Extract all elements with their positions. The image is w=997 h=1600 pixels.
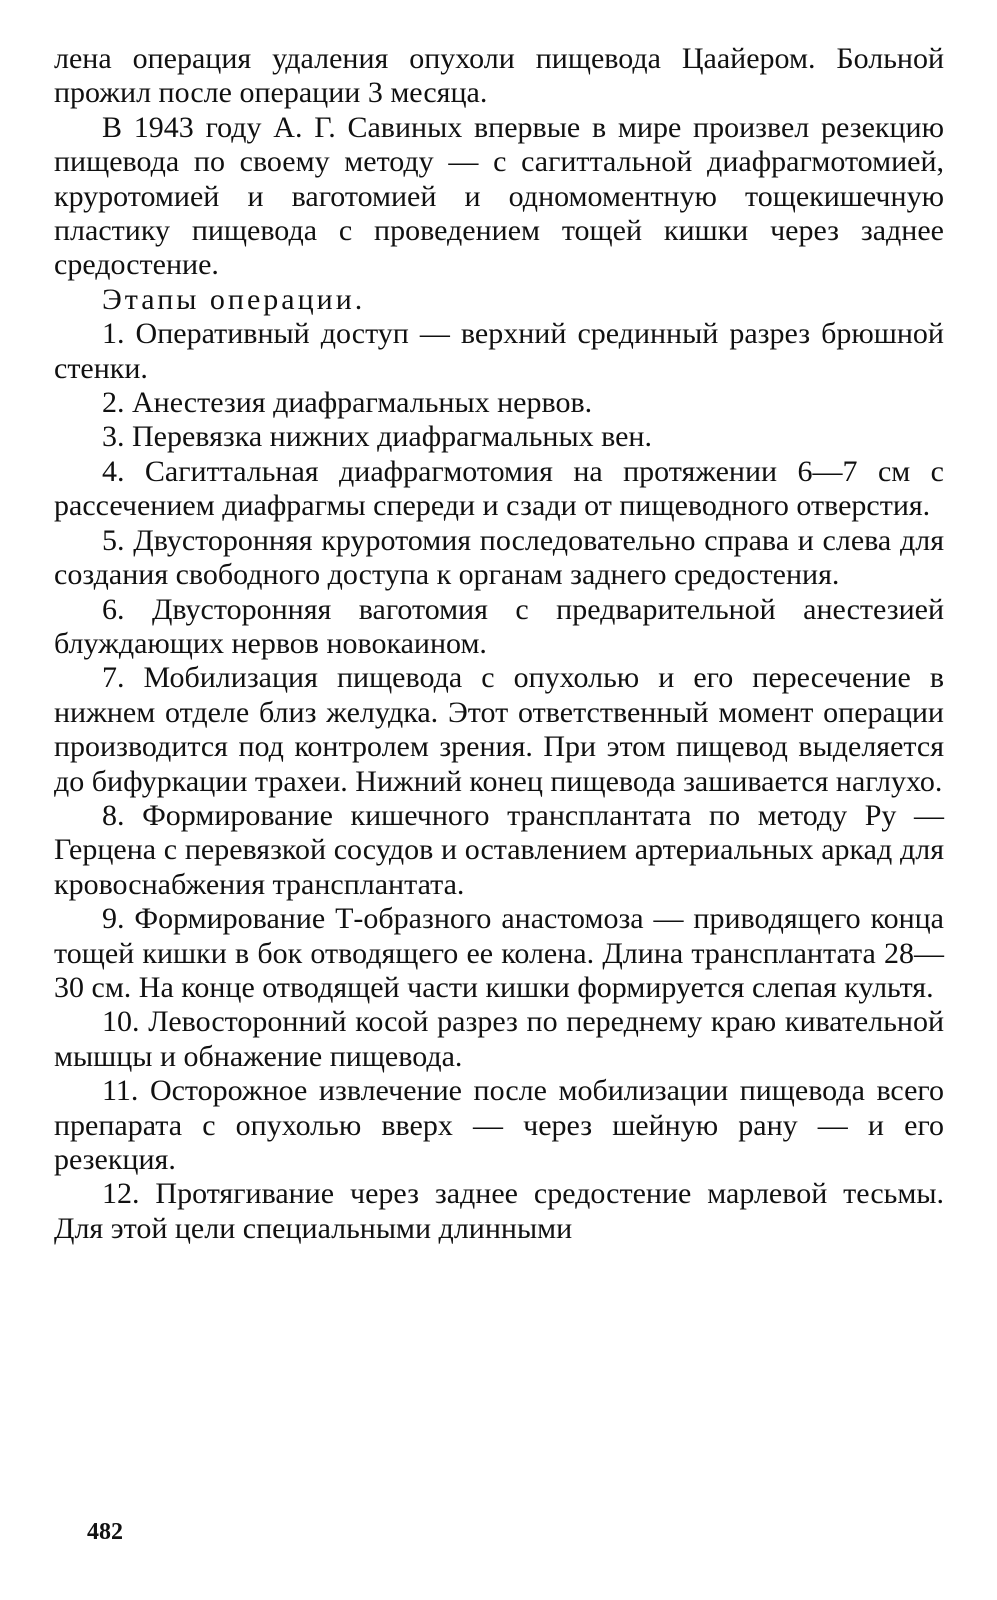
step-8: 8. Формирование кишечного трансплантата по методу Ру — Герцена с перевязкой сосудов и оставлением артериальных аркад для кровоснабжения трансплантата. <box>54 798 944 901</box>
page-number: 482 <box>87 1519 123 1545</box>
paragraph-0: лена операция удаления опухоли пищевода Цаайером. Больной прожил после операции 3 месяца. <box>54 42 944 110</box>
step-12: 12. Протягивание через заднее средостение марлевой тесьмы. Для этой цели специальными длинными <box>54 1177 944 1245</box>
step-4: 4. Сагиттальная диафрагмотомия на протяжении 6—7 см с рассечением диафрагмы спереди и сзади от пищеводного отверстия. <box>54 454 944 523</box>
step-7: 7. Мобилизация пищевода с опухолью и его пересечение в нижнем отделе близ желудка. Этот ответственный момент операции производится под контролем зрения. При этом пищевод выделяется до бифуркации трахеи. Нижний конец пищевода зашивается наглухо. <box>54 661 944 798</box>
section-heading: Этапы операции. <box>102 282 366 316</box>
body-text <box>54 42 944 1246</box>
step-5: 5. Двусторонняя круротомия последовательно справа и слева для создания свободного доступа к органам заднего средостения. <box>54 523 944 592</box>
paragraph-1: В 1943 году А. Г. Савиных впервые в мире произвел резекцию пищевода по своему методу — с сагиттальной диафрагмотомией, круротомией и ваготомией и одномоментную тощекишечную пластику пищевода с проведением тощей кишки через заднее средостение. <box>54 110 944 282</box>
step-10: 10. Левосторонний косой разрез по переднему краю кивательной мышцы и обнажение пищевода. <box>54 1005 944 1073</box>
step-6: 6. Двусторонняя ваготомия с предварительной анестезией блуждающих нервов новокаином. <box>54 592 944 660</box>
step-1: 1. Оперативный доступ — верхний срединный разрез брюшной стенки. <box>54 317 944 385</box>
step-11: 11. Осторожное извлечение после мобилизации пищевода всего препарата с опухолью вверх — через шейную рану — и его резекция. <box>54 1074 944 1176</box>
step-3: 3. Перевязка нижних диафрагмальных вен. <box>102 420 652 454</box>
step-2: 2. Анестезия диафрагмальных нервов. <box>102 386 593 420</box>
step-9: 9. Формирование Т-образного анастомоза — приводящего конца тощей кишки в бок отводящего ее колена. Длина трансплантата 28—30 см. На конце отводящей части кишки формируется слепая культя. <box>54 902 944 1004</box>
